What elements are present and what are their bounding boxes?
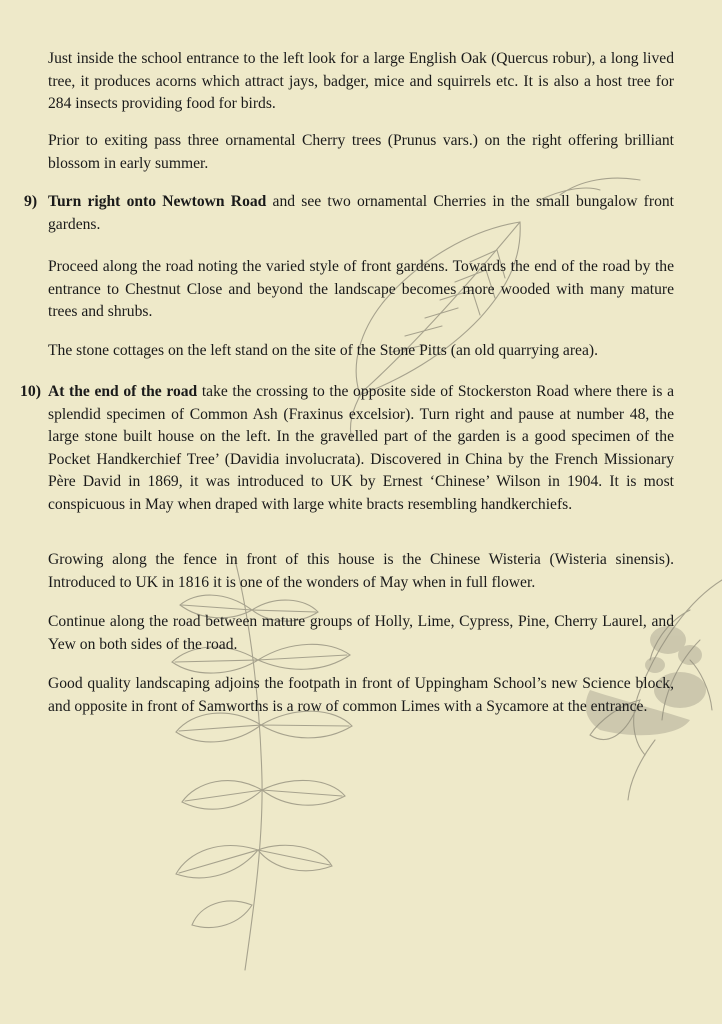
paragraph-wisteria: Growing along the fence in front of this house is the Chinese Wisteria (Wisteria sinensis). Introduced to UK in 1816 it is one of the wonders of May when in full flower.	[48, 551, 674, 591]
paragraph-proceed: Proceed along the road noting the varied style of front gardens. Towards the end of the road by the entrance to Chestnut Close and beyond the landscape becomes more wooded with many mature trees and shrubs.	[48, 258, 674, 320]
step-10-text: take the crossing to the opposite side of Stockerston Road where there is a splendid specimen of Common Ash (Fraxinus excelsior). Turn right and pause at number 48, the large stone built house on the left. In the gravelled part of the garden is a good specimen of the Pocket Handkerchief Tree’ (Davidia involucrata). Discovered in China by the French Missionary Père David in 1869, it was introduced to UK by Ernest ‘Chinese’ Wilson in 1904. It is most conspicuous in May when draped with large white bracts resembling handkerchiefs.	[48, 383, 674, 513]
paragraph-continue: Continue along the road between mature groups of Holly, Lime, Cypress, Pine, Cherry Laurel, and Yew on both sides of the road.	[48, 613, 674, 653]
paragraph-stone-cottages: The stone cottages on the left stand on the site of the Stone Pitts (an old quarrying area).	[48, 342, 598, 359]
paragraph-step-10	[48, 381, 674, 516]
step-10-lead: At the end of the road	[48, 383, 198, 400]
paragraph-oak: Just inside the school entrance to the left look for a large English Oak (Quercus robur), a long lived tree, it produces acorns which attract jays, badger, mice and squirrels etc. It is also a host tree for 284 insects providing food for birds.	[48, 50, 674, 112]
step-9-text: and see two ornamental Cherries in the small bungalow front gardens.	[48, 193, 674, 233]
step-9-number: 9)	[24, 193, 38, 210]
step-10-number: 10)	[20, 383, 42, 400]
paragraph-landscaping: Good quality landscaping adjoins the footpath in front of Uppingham School’s new Science block, and opposite in front of Samworths is a row of common Limes with a Sycamore at the entrance.	[48, 675, 674, 715]
paragraph-cherry-exit: Prior to exiting pass three ornamental Cherry trees (Prunus vars.) on the right offering brilliant blossom in early summer.	[48, 132, 674, 172]
step-9-lead: Turn right onto Newtown Road	[48, 193, 267, 210]
paragraph-step-9	[48, 191, 674, 236]
